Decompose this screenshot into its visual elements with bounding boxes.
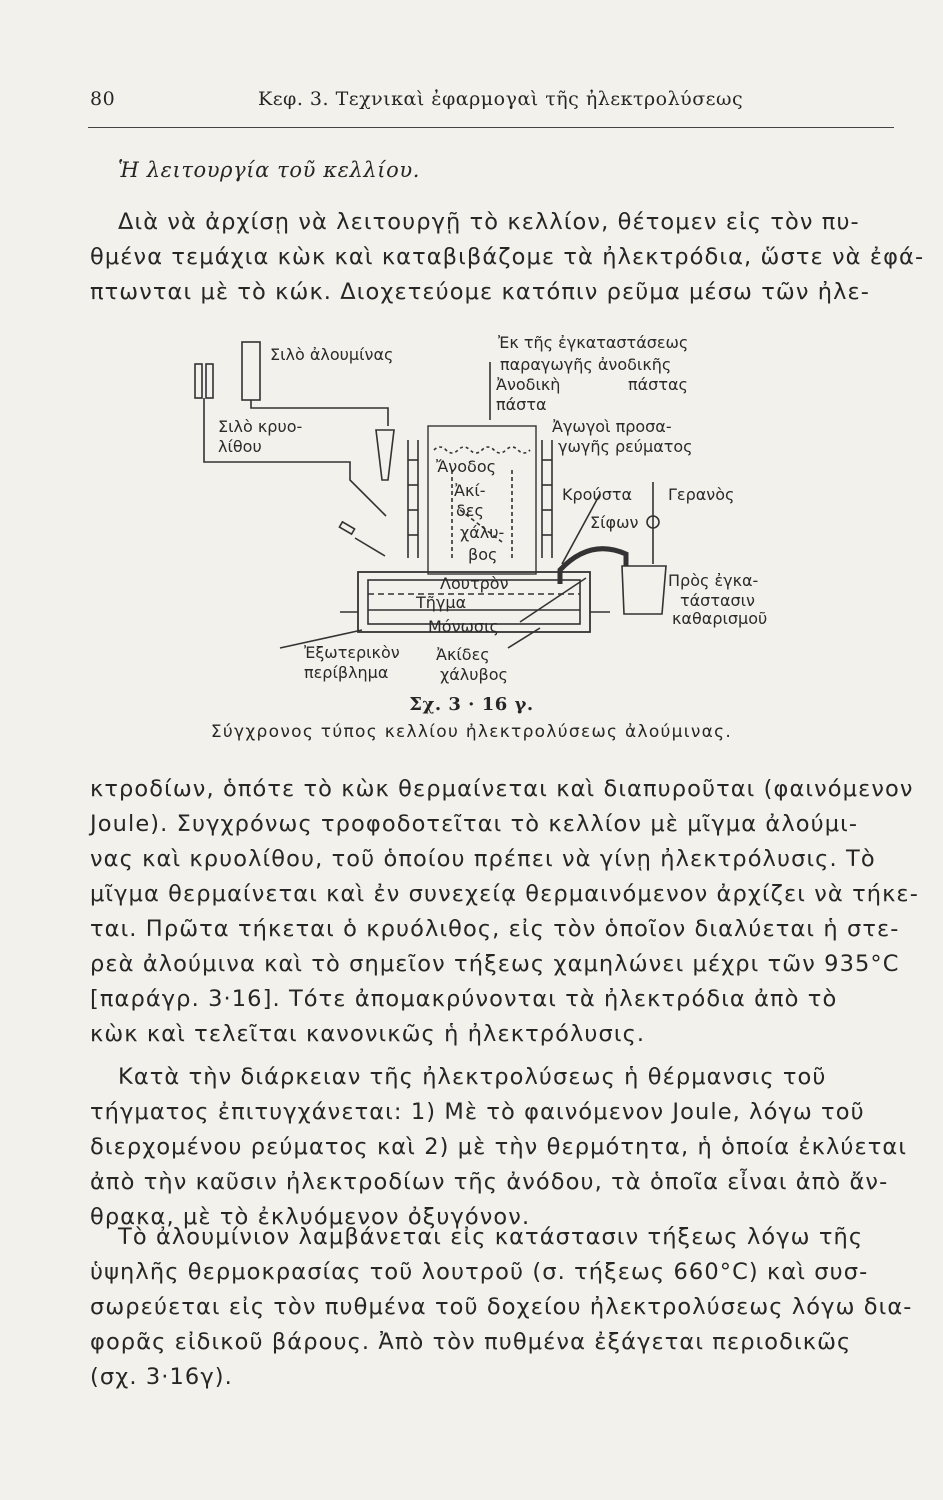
label-anodic-paste: Ἀνοδικὴ xyxy=(496,375,561,394)
label-from-installation: Ἐκ τῆς ἐγκαταστάσεως xyxy=(498,333,689,352)
figure-caption: Σύγχρονος τύπος κελλίου ἠλεκτρολύσεως ἀλούμινας. xyxy=(210,722,733,742)
paragraph-3 xyxy=(90,1060,908,1235)
text-line: κτροδίων, ὁπότε τὸ κὼκ θερμαίνεται καὶ διαπυροῦται (φαινόμενον xyxy=(90,776,914,802)
label-production: παραγωγῆς ἀνοδικῆς xyxy=(500,355,672,374)
text-line: Κατὰ τὴν διάρκειαν τῆς ἠλεκτρολύσεως ἡ θέρμανσις τοῦ xyxy=(118,1064,827,1090)
label-to-purification: Πρὸς ἐγκα- xyxy=(668,571,759,590)
text-line: κὼκ καὶ τελεῖται κανονικῶς ἡ ἠλεκτρόλυσις. xyxy=(90,1021,646,1047)
text-line: διερχομένου ρεύματος καὶ 2) μὲ τὴν θερμότητα, ἡ ὁποία ἐκλύεται xyxy=(90,1134,908,1160)
text-line: θμένα τεμάχια κὼκ καὶ καταβιβάζομε τὰ ἠλεκτρόδια, ὥστε νὰ ἐφά- xyxy=(90,244,925,270)
text-line: Joule). Συγχρόνως τροφοδοτεῖται τὸ κελλίον μὲ μῖγμα ἀλούμι- xyxy=(90,811,859,837)
label-to-purification-2: τάστασιν xyxy=(680,591,755,610)
running-header xyxy=(90,88,890,122)
label-conductors: Ἀγωγοὶ προσα- xyxy=(552,417,672,436)
label-bath: Λουτρὸν xyxy=(440,574,509,593)
label-steel-rods-2: δες xyxy=(456,501,484,520)
label-insulation: Μόνωσις xyxy=(428,617,499,636)
paragraph-2 xyxy=(90,772,919,1052)
text-line: τήγματος ἐπιτυγχάνεται: 1) Μὲ τὸ φαινόμενον Joule, λόγω τοῦ xyxy=(90,1099,865,1125)
label-outer-shell: Ἐξωτερικὸν xyxy=(304,643,400,662)
text-line: (σχ. 3·16γ). xyxy=(90,1364,233,1390)
chapter-title: Κεφ. 3. Τεχνικαὶ ἐφαρμογαὶ τῆς ἠλεκτρολύσεως xyxy=(258,88,744,110)
paragraph-4 xyxy=(90,1220,913,1395)
label-steel-bars: Ἀκίδες xyxy=(436,645,490,664)
label-steel-rods: Ἀκί- xyxy=(454,481,486,500)
label-steel-bars-2: χάλυβος xyxy=(440,665,508,684)
label-to-purification-3: καθαρισμοῦ xyxy=(672,609,768,628)
text-line: πτωνται μὲ τὸ κώκ. Διοχετεύομε κατόπιν ρεῦμα μέσω τῶν ἠλε- xyxy=(90,279,870,305)
text-line: ὑψηλῆς θερμοκρασίας τοῦ λουτροῦ (σ. τήξεως 660°C) καὶ συσ- xyxy=(90,1259,869,1285)
text-line: ρεὰ ἀλούμινα καὶ τὸ σημεῖον τήξεως χαμηλώνει μέχρι τῶν 935°C xyxy=(90,951,900,977)
cryolite-silo-right xyxy=(206,364,213,398)
label-alumina-silo: Σιλὸ ἀλουμίνας xyxy=(270,345,394,364)
page-number: 80 xyxy=(90,88,116,110)
text-line: νας καὶ κρυολίθου, τοῦ ὁποίου πρέπει νὰ γίνῃ ἠλεκτρόλυσις. Τὸ xyxy=(90,846,876,872)
label-conductors-2: γωγῆς ρεύματος xyxy=(558,437,693,456)
text-line: Διὰ νὰ ἀρχίσῃ νὰ λειτουργῇ τὸ κελλίον, θέτομεν εἰς τὸν πυ- xyxy=(118,209,860,235)
collection-ladle xyxy=(622,566,666,614)
text-line: Τὸ ἀλουμίνιον λαμβάνεται εἰς κατάστασιν τήξεως λόγω τῆς xyxy=(118,1224,864,1250)
label-steel-rods-4: βος xyxy=(468,545,498,564)
feed-hopper xyxy=(376,430,394,480)
alumina-silo xyxy=(242,342,260,400)
label-crust: Κρούστα xyxy=(562,485,633,504)
header-rule xyxy=(88,127,894,128)
text-line: μῖγμα θερμαίνεται καὶ ἐν συνεχείᾳ θερμαινόμενον ἀρχίζει νὰ τήκε- xyxy=(90,881,919,907)
paragraph-1 xyxy=(90,205,925,310)
label-cryolite-silo: Σιλὸ κρυο- xyxy=(218,417,303,436)
label-siphon: Σίφων xyxy=(590,513,639,532)
text-line: ται. Πρῶτα τήκεται ὁ κρυόλιθος, εἰς τὸν ὁποῖον διαλύεται ἡ στε- xyxy=(90,916,900,942)
label-anodic-paste-2: πάστα xyxy=(496,395,547,414)
text-line: φορᾶς εἰδικοῦ βάρους. Ἀπὸ τὸν πυθμένα ἐξάγεται περιοδικῶς xyxy=(90,1329,852,1355)
label-paste: πάστας xyxy=(628,375,688,394)
siphon-pipe xyxy=(560,549,626,584)
electrolysis-cell-figure xyxy=(190,330,790,700)
label-anode: Ἄνοδος xyxy=(436,457,496,476)
cryolite-silo-left xyxy=(195,364,202,398)
label-crane: Γερανὸς xyxy=(668,485,735,504)
label-melt: Τῆγμα xyxy=(416,593,467,612)
cell-diagram xyxy=(190,330,790,700)
label-cryolite-silo-2: λίθου xyxy=(218,437,262,456)
text-line: ἀπὸ τὴν καῦσιν ἠλεκτροδίων τῆς ἀνόδου, τὰ ὁποῖα εἶναι ἀπὸ ἄν- xyxy=(90,1169,889,1195)
figure-number: Σχ. 3 · 16 γ. xyxy=(409,694,534,715)
text-line: σωρεύεται εἰς τὸν πυθμένα τοῦ δοχείου ἠλεκτρολύσεως λόγω δια- xyxy=(90,1294,913,1320)
text-line: [παράγρ. 3·16]. Τότε ἀπομακρύνονται τὰ ἠλεκτρόδια ἀπὸ τὸ xyxy=(90,986,838,1012)
label-outer-shell-2: περίβλημα xyxy=(304,663,389,682)
text-line: θρακα, μὲ τὸ ἐκλυόμενον ὀξυγόνον. xyxy=(90,1204,531,1230)
label-steel-rods-3: χάλυ- xyxy=(460,523,505,542)
section-title: Ἡ λειτουργία τοῦ κελλίου. xyxy=(118,158,421,182)
